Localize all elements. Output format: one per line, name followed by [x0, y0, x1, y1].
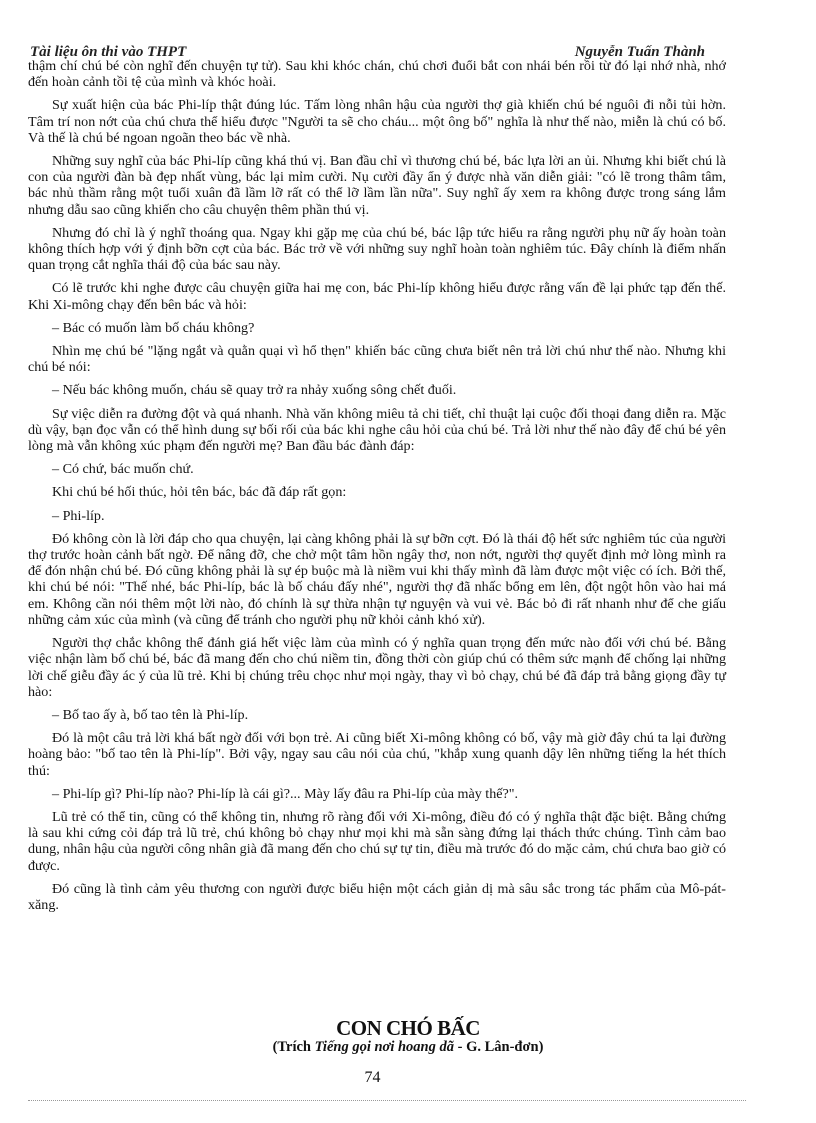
paragraph: Có lẽ trước khi nghe được câu chuyện giữa hai mẹ con, bác Phi-líp không hiểu được rằng vấn đề lại phức tạp đến thế. Khi Xi-mông chạy đến bên bác và hỏi: — [28, 280, 726, 313]
page-number: 74 — [364, 1069, 381, 1086]
paragraph: Đó cũng là tình cảm yêu thương con người được biểu hiện một cách giản dị mà sâu sắc trong tác phẩm của Mô-pát-xăng. — [28, 880, 726, 913]
paragraph: Đó là một câu trả lời khá bất ngờ đối với bọn trẻ. Ai cũng biết Xi-mông không có bố, vậy mà giờ đây chú ta lại đường hoàng bảo: "bố tao tên là Phi-líp". Bởi vậy, ngay sau câu nói của chú, "khắp xung quanh dậy lên những tiếng la hét thích thú: — [28, 730, 726, 779]
source-suffix: - G. Lân-đơn) — [453, 1039, 544, 1055]
section-title: CON CHÓ BẤC — [336, 1016, 480, 1040]
paragraph: Nhưng đó chỉ là ý nghĩ thoáng qua. Ngay khi gặp mẹ của chú bé, bác lập tức hiểu ra rằng người phụ nữ ấy hoàn toàn không thích hợp với ý định bỡn cợt của bác. Bác trở về với những suy nghĩ hoàn toàn nghiêm túc. Đây chính là điểm nhấn quan trọng cắt nghĩa thái độ của bác sau này. — [28, 224, 726, 274]
footer-divider — [28, 1100, 746, 1101]
source-work: Tiếng gọi nơi hoang dã — [314, 1039, 454, 1055]
dialogue-line: – Bố tao ấy à, bố tao tên là Phi-líp. — [52, 706, 249, 723]
header-document-title: Tài liệu ôn thi vào THPT — [30, 44, 187, 60]
section-source — [0, 1039, 816, 1056]
dialogue-line: – Phi-líp gì? Phi-líp nào? Phi-líp là cái gì?... Mày lấy đâu ra Phi-líp của mày thế?". — [52, 785, 519, 802]
paragraph: thậm chí chú bé còn nghĩ đến chuyện tự tử). Sau khi khóc chán, chú chơi đuổi bắt con nhái bén rồi từ đó lại nhớ nhà, nhớ đến hoàn cảnh tồi tệ của mình và khóc hoài. — [28, 58, 726, 91]
dialogue-line: – Có chứ, bác muốn chứ. — [52, 461, 194, 478]
dialogue-line: – Nếu bác không muốn, cháu sẽ quay trở ra nhảy xuống sông chết đuối. — [52, 382, 457, 399]
source-prefix: (Trích — [272, 1039, 315, 1055]
paragraph: Khi chú bé hối thúc, hỏi tên bác, bác đã đáp rất gọn: — [52, 484, 347, 501]
dialogue-line: – Bác có muốn làm bố cháu không? — [52, 319, 255, 336]
paragraph: Những suy nghĩ của bác Phi-líp cũng khá thú vị. Ban đầu chỉ vì thương chú bé, bác lựa lời an ủi. Nhưng khi biết chú là con của người đàn bà đẹp nhất vùng, bác lại mỉm cười. Nụ cười đầy ẩn ý được nhà văn diễn giải: "có lẽ trong thâm tâm, bác nhủ thầm rằng một tuổi xuân đã lầm lỡ rất có thể lỡ lầm lần nữa". Suy nghĩ ấy xem ra không được trong sáng lắm nhưng dẫu sao cũng khiến cho câu chuyện thêm phần thú vị. — [28, 153, 726, 218]
dialogue-line: – Phi-líp. — [52, 507, 105, 524]
header-author: Nguyễn Tuấn Thành — [574, 44, 705, 60]
body-text — [28, 58, 726, 920]
paragraph: Lũ trẻ có thể tin, cũng có thể không tin, nhưng rõ ràng đối với Xi-mông, điều đó có ý nghĩa thật đặc biệt. Bằng chứng là sau khi cứng cỏi đáp trả lũ trẻ, chú không bỏ chạy như mọi khi mà sẵn sàng đứng lại thách thức chúng. Tình cảm bao dung, nhân hậu của người công nhân già đã mang đến cho chú sự tự tin, điều mà trước đó do mặc cảm, chú chưa bao giờ có được. — [28, 808, 726, 874]
paragraph: Đó không còn là lời đáp cho qua chuyện, lại càng không phải là sự bỡn cợt. Đó là thái độ hết sức nghiêm túc của người thợ trước hoàn cảnh bất ngờ. Để nâng đỡ, che chở một tâm hồn ngây thơ, non nớt, người thợ quyết định mở lòng mình ra để đón nhận chú bé. Đó cũng không phải là sự ép buộc mà là niềm vui khi thấy mình đã làm được một việc có ích. Bởi thế, khi chú bé nói: "Thế nhé, bác Phi-líp, bác là bố cháu đấy nhé", người thợ đã nhấc bổng em lên, đột ngột hôn vào hai má em. Không cần nói thêm một lời nào, đó chính là sự thừa nhận tự nguyện và vui vẻ. Bác bỏ đi rất nhanh như để che giấu những cảm xúc của mình (và cũng để tránh cho người phụ nữ khỏi cảnh khó xử). — [28, 530, 726, 628]
paragraph: Sự việc diễn ra đường đột và quá nhanh. Nhà văn không miêu tả chi tiết, chỉ thuật lại cuộc đối thoại đang diễn ra. Mặc dù vậy, bạn đọc vẫn có thể hình dung sự bối rối của bác khi nghe câu hỏi của chú bé. Trả lời như thế nào đây để chú bé yên lòng mà vẫn không xúc phạm đến người mẹ? Ban đầu bác đành đáp: — [28, 405, 726, 455]
paragraph: Người thợ chắc không thể đánh giá hết việc làm của mình có ý nghĩa quan trọng đến mức nào đối với chú bé. Bằng việc nhận làm bố chú bé, bác đã mang đến cho chú niềm tin, đồng thời còn giúp chú có thêm sức mạnh để chống lại những lời chế giễu đầy ác ý của lũ trẻ. Khi bị chúng trêu chọc như mọi ngày, thay vì bỏ chạy, chú bé đã đáp trả bằng giọng đầy tự hào: — [28, 635, 726, 700]
paragraph: Sự xuất hiện của bác Phi-líp thật đúng lúc. Tấm lòng nhân hậu của người thợ già khiến chú bé nguôi đi nỗi tủi hờn. Tâm trí non nớt của chú chưa thể hiểu được "Người ta sẽ cho cháu... một ông bố" nghĩa là như thế nào, miễn là chú có bố. Và thế là chú bé ngoan ngoãn theo bác về nhà. — [28, 97, 726, 146]
paragraph: Nhìn mẹ chú bé "lặng ngắt và quằn quại vì hổ thẹn" khiến bác cũng chưa biết nên trả lời chú như thế nào. Nhưng khi chú bé nói: — [28, 343, 726, 376]
